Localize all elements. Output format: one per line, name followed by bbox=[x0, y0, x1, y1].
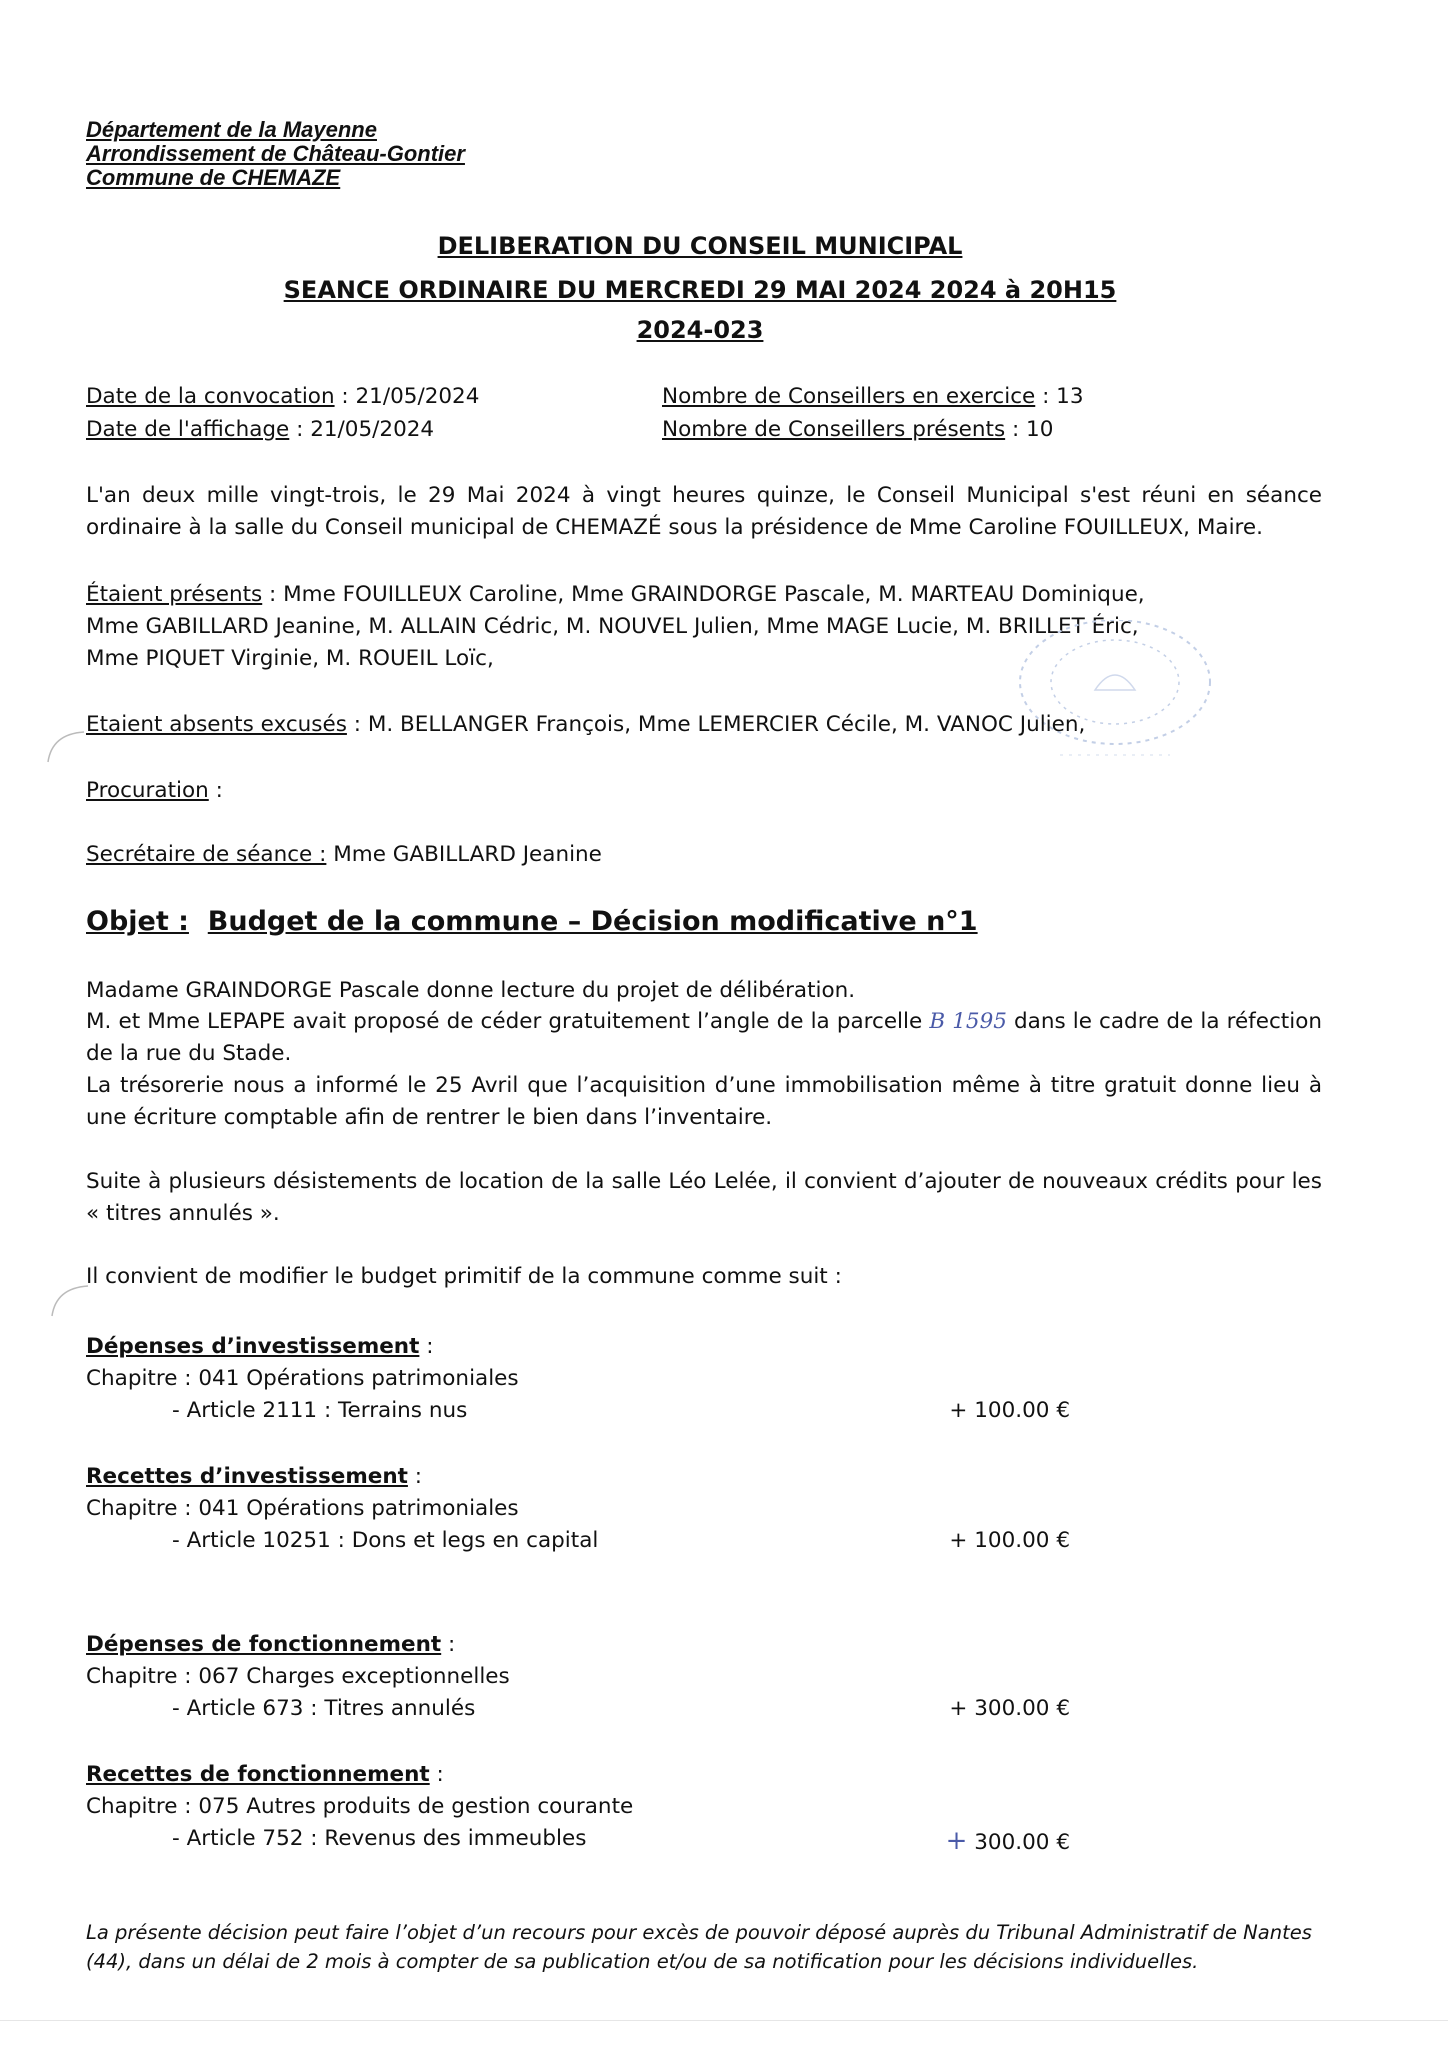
budget-heading-label: Dépenses de fonctionnement bbox=[86, 1632, 442, 1657]
body-paragraph-3: La trésorerie nous a informé le 25 Avril que l’acquisition d’une immobilisation même à titre gratuit donne lieu à une écriture comptable afin de rentrer le bien dans l’inventaire. bbox=[86, 1073, 1322, 1130]
body-paragraph-2-start: M. et Mme LEPAPE avait proposé de céder gratuitement l’angle de la parcelle bbox=[86, 1009, 930, 1034]
procuration-label: Procuration bbox=[86, 778, 209, 803]
header-arrondissement: Arrondissement de Château-Gontier bbox=[86, 141, 465, 166]
intro-paragraph: L'an deux mille vingt-trois, le 29 Mai 2024 à vingt heures quinze, le Conseil Municipal s'est réuni en séance ordinaire à la salle du Conseil municipal de CHEMAZÉ sous la présidence de Mme Caroline FOUILLEUX, Maire. bbox=[86, 483, 1322, 540]
budget-chapitre: Chapitre : 067 Charges exceptionnelles bbox=[86, 1664, 510, 1689]
budget-heading-label: Recettes de fonctionnement bbox=[86, 1762, 430, 1787]
budget-amount: + 300.00 € bbox=[949, 1696, 1070, 1721]
affichage-value: : 21/05/2024 bbox=[289, 417, 435, 442]
absents-list: : M. BELLANGER François, Mme LEMERCIER Cécile, M. VANOC Julien, bbox=[346, 712, 1086, 737]
body-paragraph-2-end: dans le cadre de la réfection de la rue du Stade. bbox=[86, 1009, 1322, 1066]
presents-line-2: Mme GABILLARD Jeanine, M. ALLAIN Cédric, M. NOUVEL Julien, Mme MAGE Lucie, M. BRILLET Éric, bbox=[86, 614, 1139, 639]
procuration-line bbox=[86, 778, 223, 803]
budget-heading bbox=[86, 1464, 422, 1489]
budget-heading-colon: : bbox=[407, 1464, 422, 1489]
legal-footer-note: La présente décision peut faire l’objet d’un recours pour excès de pouvoir déposé auprès du Tribunal Administratif de Nantes (44), dans un délai de 2 mois à compter de sa publication et/ou de sa notification pour les décisions individuelles. bbox=[86, 1921, 1312, 1973]
conseillers-exercice bbox=[662, 384, 1084, 409]
budget-heading bbox=[86, 1632, 455, 1657]
budget-amount bbox=[900, 1826, 1070, 1856]
objet-heading bbox=[86, 906, 978, 937]
header-commune: Commune de CHEMAZE bbox=[86, 165, 341, 190]
budget-article: - Article 752 : Revenus des immeubles bbox=[172, 1826, 587, 1851]
budget-heading-colon: : bbox=[429, 1762, 444, 1787]
scan-margin-mark-icon bbox=[46, 728, 86, 764]
convocation-label: Date de la convocation bbox=[86, 384, 335, 409]
presents-line-3: Mme PIQUET Virginie, M. ROUEIL Loïc, bbox=[86, 646, 494, 671]
session-title: SEANCE ORDINAIRE DU MERCREDI 29 MAI 2024 2024 à 20H15 bbox=[283, 276, 1117, 304]
presents-count-label: Nombre de Conseillers présents bbox=[662, 417, 1006, 442]
secretaire-value: Mme GABILLARD Jeanine bbox=[326, 842, 602, 867]
handwritten-parcel-number: B 1595 bbox=[929, 1009, 1007, 1034]
budget-chapitre: Chapitre : 041 Opérations patrimoniales bbox=[86, 1366, 519, 1391]
budget-heading-label: Recettes d’investissement bbox=[86, 1464, 408, 1489]
affichage-date bbox=[86, 417, 434, 442]
budget-chapitre: Chapitre : 075 Autres produits de gestion courante bbox=[86, 1794, 634, 1819]
objet-label: Objet : bbox=[86, 906, 189, 937]
budget-amount-value: 300.00 € bbox=[974, 1830, 1070, 1855]
exercice-value: : 13 bbox=[1035, 384, 1084, 409]
body-paragraph-4: Suite à plusieurs désistements de location de la salle Léo Lelée, il convient d’ajouter de nouveaux crédits pour les « titres annulés ». bbox=[86, 1169, 1322, 1226]
deliberation-number: 2024-023 bbox=[636, 316, 764, 344]
budget-heading-colon: : bbox=[441, 1632, 456, 1657]
presents-list-1: : Mme FOUILLEUX Caroline, Mme GRAINDORGE Pascale, M. MARTEAU Dominique, bbox=[262, 582, 1145, 607]
budget-heading bbox=[86, 1762, 444, 1787]
budget-heading-colon: : bbox=[419, 1334, 434, 1359]
handwritten-plus-sign: + bbox=[945, 1826, 968, 1856]
budget-chapitre: Chapitre : 041 Opérations patrimoniales bbox=[86, 1496, 519, 1521]
budget-article: - Article 2111 : Terrains nus bbox=[172, 1398, 468, 1423]
budget-heading bbox=[86, 1334, 433, 1359]
secretaire-label: Secrétaire de séance : bbox=[86, 842, 327, 867]
budget-article: - Article 10251 : Dons et legs en capital bbox=[172, 1528, 599, 1553]
convocation-value: : 21/05/2024 bbox=[334, 384, 480, 409]
absents-label: Etaient absents excusés bbox=[86, 712, 347, 737]
budget-amount: + 100.00 € bbox=[949, 1398, 1070, 1423]
body-paragraph-1: Madame GRAINDORGE Pascale donne lecture du projet de délibération. bbox=[86, 978, 856, 1003]
document-title: DELIBERATION DU CONSEIL MUNICIPAL bbox=[437, 232, 963, 260]
objet-title: Budget de la commune – Décision modificative n°1 bbox=[207, 906, 978, 937]
presents-count-value: : 10 bbox=[1005, 417, 1054, 442]
scan-bottom-edge bbox=[0, 2020, 1448, 2021]
conseillers-presents bbox=[662, 417, 1053, 442]
exercice-label: Nombre de Conseillers en exercice bbox=[662, 384, 1036, 409]
scan-margin-mark-icon bbox=[50, 1282, 90, 1318]
secretaire-line bbox=[86, 842, 602, 867]
header-departement: Département de la Mayenne bbox=[86, 117, 377, 142]
budget-article: - Article 673 : Titres annulés bbox=[172, 1696, 476, 1721]
municipal-seal-stamp bbox=[1000, 620, 1230, 770]
absents-line bbox=[86, 712, 1085, 737]
administrative-header bbox=[86, 118, 465, 190]
presents-line-1 bbox=[86, 582, 1145, 607]
body-paragraph-5: Il convient de modifier le budget primitif de la commune comme suit : bbox=[86, 1264, 842, 1289]
affichage-label: Date de l'affichage bbox=[86, 417, 290, 442]
procuration-value: : bbox=[208, 778, 223, 803]
convocation-date bbox=[86, 384, 479, 409]
body-paragraph-2 bbox=[86, 1006, 1322, 1070]
budget-amount: + 100.00 € bbox=[949, 1528, 1070, 1553]
presents-label: Étaient présents bbox=[86, 582, 263, 607]
budget-heading-label: Dépenses d’investissement bbox=[86, 1334, 420, 1359]
